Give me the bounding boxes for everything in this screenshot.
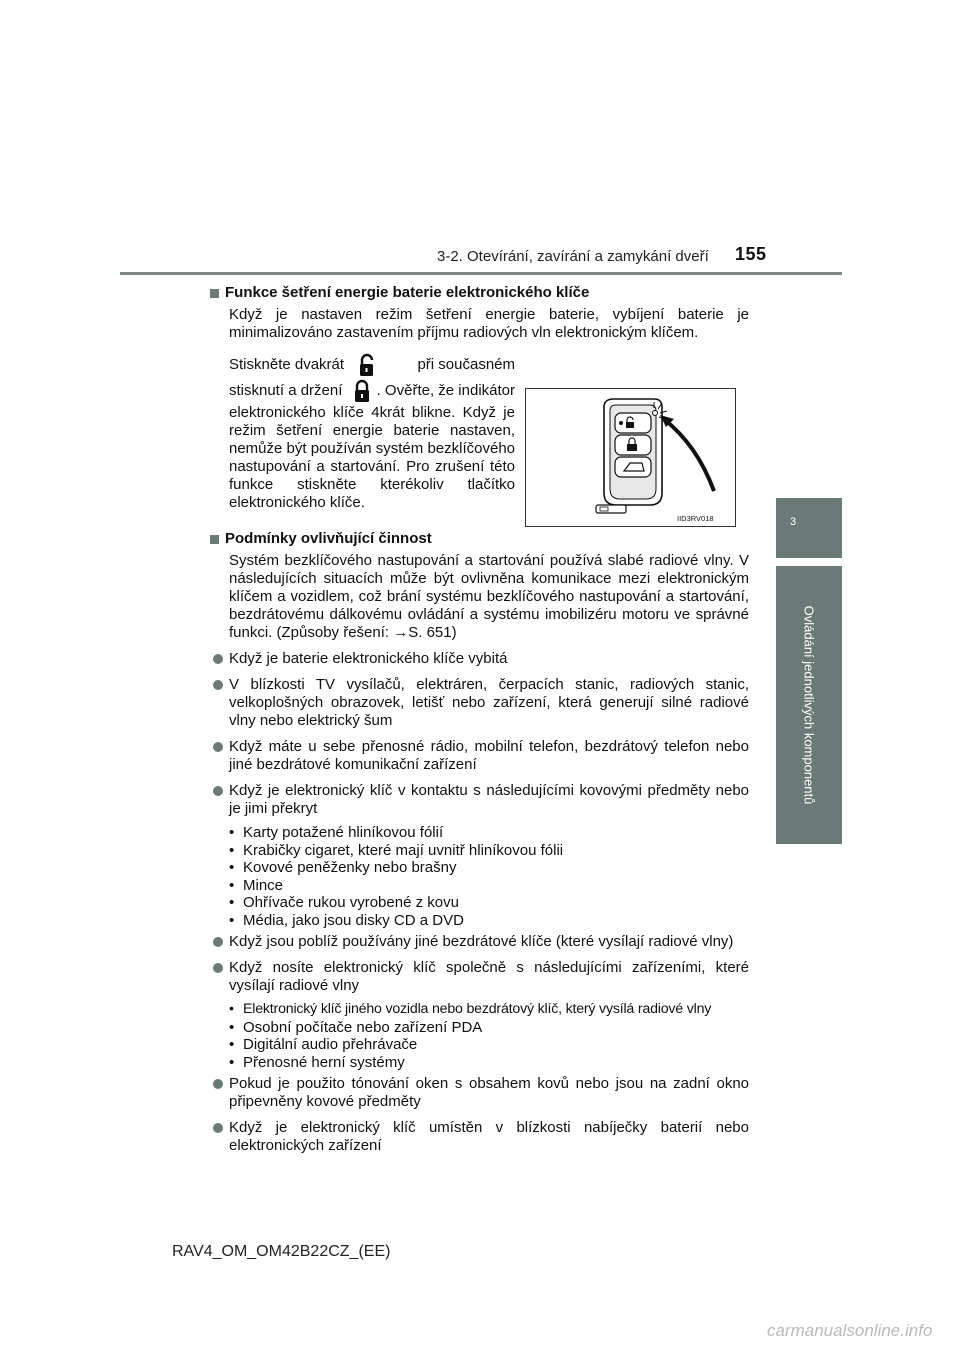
list-item: • Krabičky cigaret, které mají uvnitř hliníkovou fólii — [229, 842, 749, 860]
list-item — [229, 959, 749, 1071]
list-item: Když je baterie elektronického klíče vybitá — [229, 650, 749, 668]
list-item-text: Když je elektronický klíč v kontaktu s následujícími kovovými předměty nebo je jimi překryt — [229, 782, 749, 817]
conditions-intro: Systém bezklíčového nastupování a startování používá slabé radiové vlny. V následujících situacích může být ovlivněna komunikace mezi elektronickým klíčem a vozidlem, což brání systému bezklíčového nastupování a startování, bezdrátovému dálkovému ovládání a systému imobilizéru motoru ve správné funkci. (Způsoby řešení: →S. 651) — [229, 552, 749, 641]
radio-devices-list — [229, 1001, 749, 1071]
chapter-number: 3 — [790, 516, 797, 528]
list-item: • Digitální audio přehrávače — [229, 1036, 749, 1054]
step-line-2 — [229, 378, 515, 512]
list-item: • Média, jako jsou disky CD a DVD — [229, 912, 749, 930]
step-text-1a: Stiskněte dvakrát — [229, 355, 345, 373]
metal-objects-list — [229, 824, 749, 929]
conditions-list — [209, 650, 749, 1155]
list-item: Pokud je použito tónování oken s obsahem kovů nebo jsou na zadní okno připevněny kovové předměty — [229, 1075, 749, 1110]
section-title: 3-2. Otevírání, zavírání a zamykání dveří — [437, 248, 709, 265]
list-item: • Mince — [229, 877, 749, 895]
list-item-text: Když nosíte elektronický klíč společně s následujícími zařízeními, které vysílají radiové vlny — [229, 959, 749, 994]
list-item: • Ohřívače rukou vyrobené z kovu — [229, 894, 749, 912]
list-item: • Elektronický klíč jiného vozidla nebo bezdrátový klíč, který vysílá radiové vlny — [229, 1001, 749, 1019]
page-number: 155 — [735, 244, 767, 264]
list-item: Když máte u sebe přenosné rádio, mobilní telefon, bezdrátový telefon nebo jiné bezdrátové komunikační zařízení — [229, 738, 749, 773]
electronic-key-figure — [525, 388, 736, 527]
chapter-number-tab — [776, 498, 842, 558]
battery-saving-steps — [229, 352, 515, 512]
step-text-2a: stisknutí a držení — [229, 381, 343, 399]
battery-saving-intro: Když je nastaven režim šetření energie baterie, vybíjení baterie je minimalizováno zastavením příjmu radiových vln elektronickým klíčem. — [229, 306, 749, 341]
main-content — [209, 284, 749, 1155]
battery-saving-instructions — [209, 352, 749, 523]
list-item: Když je elektronický klíč umístěn v blízkosti nabíječky baterií nebo elektronických zařízení — [229, 1119, 749, 1154]
step-text-2b: . Ověřte, že indikátor elektronického klíče 4krát blikne. — [229, 381, 516, 421]
step-text-1b: při současném — [417, 356, 515, 373]
chapter-title-tab — [776, 566, 842, 844]
list-item: • Osobní počítače nebo zařízení PDA — [229, 1019, 749, 1037]
header-divider — [120, 272, 842, 275]
list-item: Když jsou poblíž používány jiné bezdrátové klíče (které vysílají radiové vlny) — [229, 933, 749, 951]
watermark: carmanualsonline.info — [767, 1321, 933, 1340]
section-heading-battery-saving: Funkce šetření energie baterie elektronického klíče — [209, 284, 749, 302]
step-line-1 — [229, 352, 515, 378]
list-item: • Přenosné herní systémy — [229, 1054, 749, 1072]
electronic-key-illustration — [526, 389, 735, 526]
chapter-title: Ovládání jednotlivých komponentů — [801, 605, 817, 805]
list-item: • Karty potažené hliníkovou fólií — [229, 824, 749, 842]
lock-icon — [347, 378, 377, 404]
list-item: • Kovové peněženky nebo brašny — [229, 859, 749, 877]
figure-code: IID3RV018 — [677, 514, 714, 523]
unlock-icon — [348, 352, 386, 378]
section-heading-conditions: Podmínky ovlivňující činnost — [209, 530, 749, 548]
document-code: RAV4_OM_OM42B22CZ_(EE) — [172, 1243, 391, 1260]
list-item: V blízkosti TV vysílačů, elektráren, čerpacích stanic, radiových stanic, velkoplošných obrazovek, letišť nebo zařízení, která generují silné radiové vlny nebo elektrický šum — [229, 676, 749, 729]
list-item — [229, 782, 749, 929]
step-text-rest: Když je režim šetření energie baterie nastaven, nemůže být používán systém bezklíčového nastupování a startování. Pro zrušení této funkce stiskněte kterékoliv tlačítko elektronického klíče. — [229, 404, 515, 511]
